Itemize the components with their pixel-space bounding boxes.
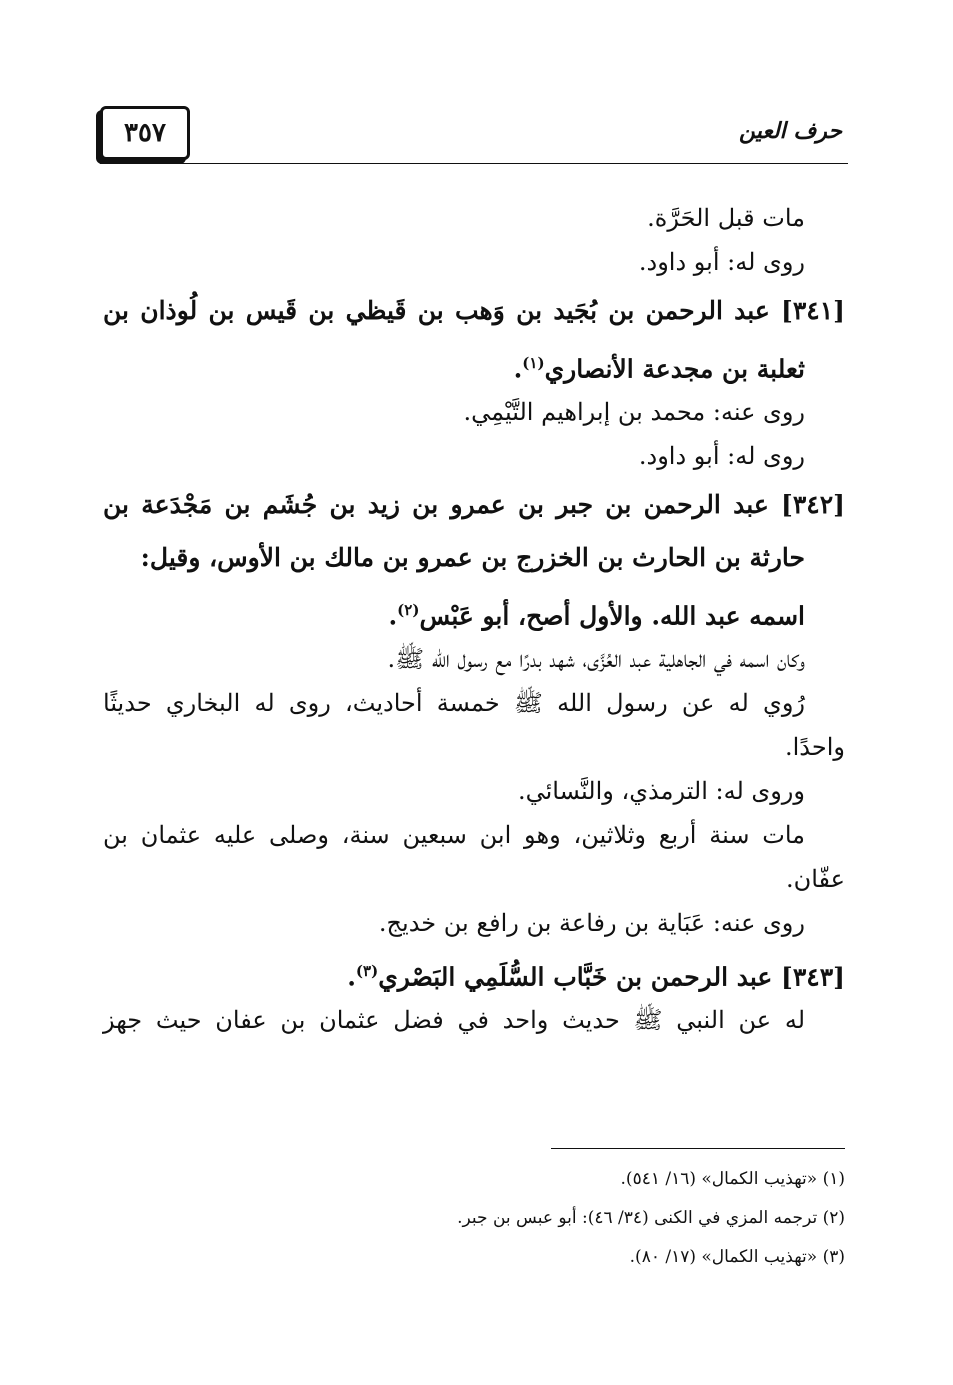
footnote-ref: (٢) [397, 601, 420, 619]
footnote-3: (٣) «تهذيب الكمال» (١٧/ ٨٠). [629, 1247, 845, 1267]
footnote-ref: (١) [522, 354, 545, 372]
entry-heading-342-cont: حارثة بن الحارث بن الخزرج بن عمرو بن مالك بن الأوس، وقيل: [140, 543, 805, 572]
text-line: واحدًا. [785, 733, 845, 761]
text-line: روى عنه: محمد بن إبراهيم التَّيْمِي. [463, 398, 805, 426]
footnotes [145, 1160, 845, 1277]
text-line: روى له: أبو داود. [638, 248, 805, 276]
text-line: مات قبل الحَرَّة. [647, 204, 805, 232]
entry-heading-text: ثعلبة بن مجدعة الأنصاري [544, 354, 805, 384]
entry-heading-text: [٣٤٣] عبد الرحمن بن خَبَّاب السُّلَمِي البَصْري [378, 962, 845, 992]
text-line: وكان اسمه في الجاهلية عبد العُزَّى، شهد بدرًا مع رسول الله ﷺ. [387, 645, 805, 673]
text-line: روى له: أبو داود. [638, 442, 805, 470]
text-line: رُوي له عن رسول الله ﷺ خمسة أحاديث، روى له البخاري حديثًا [103, 689, 805, 717]
text-line: له عن النبي ﷺ حديث واحد في فضل عثمان بن عفان حيث جهز [103, 1006, 805, 1034]
entry-heading-342-cont [103, 584, 845, 637]
footnote-ref: (٣) [355, 962, 379, 980]
punctuation: . [388, 601, 398, 631]
entry-heading-341: [٣٤١] عبد الرحمن بن بُجَيد بن وَهب بن قَيظي بن قَيس بن لُوذان بن [103, 296, 845, 325]
entry-heading-342: [٣٤٢] عبد الرحمن بن جبر بن عمرو بن زيد بن جُشَم بن مَجْدَعة بن [103, 490, 845, 519]
header-rule [100, 163, 848, 164]
punctuation: . [513, 354, 523, 384]
text-line: وروى له: الترمذي، والنَّسائي. [517, 777, 805, 805]
entry-heading-text: اسمه عبد الله. والأول أصح، أبو عَبْس [419, 601, 805, 631]
page-number: ٣٥٧ [100, 106, 190, 160]
footnote-2: (٢) ترجمه المزي في الكنى (٣٤/ ٤٦): أبو عبس بن جبر. [457, 1208, 845, 1228]
entry-heading-341-cont [103, 337, 845, 390]
text-line: عفّان. [785, 865, 845, 893]
running-head: حرف العين [738, 118, 842, 144]
text-line: مات سنة أربع وثلاثين، وهو ابن سبعين سنة، وصلى عليه عثمان بن [103, 821, 805, 849]
page-header [100, 100, 848, 165]
footnote-1: (١) «تهذيب الكمال» (١٦/ ٥٤١). [620, 1169, 845, 1189]
main-text [103, 196, 845, 1042]
footnote-rule [551, 1148, 845, 1149]
text-line: روى عنه: عَبَاية بن رفاعة بن رافع بن خديج. [378, 909, 805, 937]
entry-heading-343 [103, 945, 845, 998]
punctuation: . [347, 962, 356, 992]
